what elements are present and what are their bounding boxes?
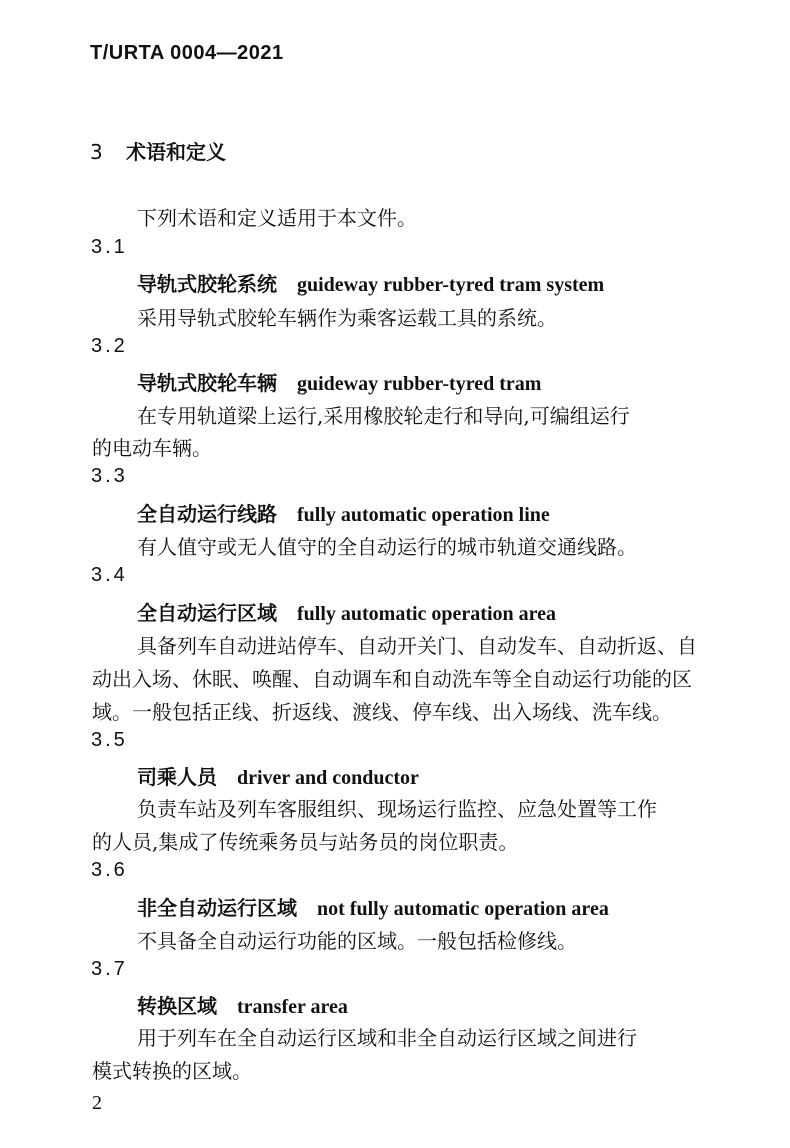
term-number: 3.7 <box>91 958 128 980</box>
term-zh: 全自动运行线路 <box>137 502 277 526</box>
page-number: 2 <box>92 1092 102 1114</box>
term-zh: 非全自动运行区域 <box>137 896 297 920</box>
term-en: guideway rubber-tyred tram <box>297 373 542 395</box>
term-zh: 全自动运行区域 <box>137 601 277 625</box>
term-zh: 导轨式胶轮车辆 <box>137 371 277 395</box>
definition-line: 负责车站及列车客服组织、现场运行监控、应急处置等工作 <box>137 797 657 821</box>
term-en: transfer area <box>237 996 348 1018</box>
section-title: 术语和定义 <box>126 140 226 164</box>
term-en: fully automatic operation line <box>297 504 550 526</box>
definition-line: 域。一般包括正线、折返线、渡线、停车线、出入场线、洗车线。 <box>92 700 672 724</box>
definition-line: 在专用轨道梁上运行,采用橡胶轮走行和导向,可编组运行 <box>137 404 630 428</box>
definition-line: 采用导轨式胶轮车辆作为乘客运载工具的系统。 <box>137 306 557 330</box>
term-heading <box>137 597 556 626</box>
intro-paragraph: 下列术语和定义适用于本文件。 <box>137 206 417 230</box>
term-heading <box>137 498 550 527</box>
term-en: fully automatic operation area <box>297 603 557 625</box>
document-code: T/URTA 0004—2021 <box>90 42 284 64</box>
definition-line: 不具备全自动运行功能的区域。一般包括检修线。 <box>137 929 577 953</box>
definition-line: 的电动车辆。 <box>92 436 212 460</box>
definition-line: 的人员,集成了传统乘务员与站务员的岗位职责。 <box>92 830 519 854</box>
term-zh: 司乘人员 <box>137 765 217 789</box>
term-number: 3.4 <box>91 564 128 586</box>
term-heading <box>137 892 609 921</box>
term-number: 3.2 <box>91 335 128 357</box>
term-heading <box>137 367 541 396</box>
term-number: 3.1 <box>91 236 128 258</box>
definition-line: 用于列车在全自动运行区域和非全自动运行区域之间进行 <box>137 1026 637 1050</box>
term-en: driver and conductor <box>237 767 419 789</box>
term-zh: 转换区域 <box>137 994 217 1018</box>
definition-line: 动出入场、休眠、唤醒、自动调车和自动洗车等全自动运行功能的区 <box>92 667 692 691</box>
term-number: 3.3 <box>91 465 128 487</box>
section-heading <box>90 136 226 165</box>
section-number: 3 <box>90 140 103 164</box>
term-en: guideway rubber-tyred tram system <box>297 274 605 296</box>
term-number: 3.5 <box>91 729 128 751</box>
definition-line: 有人值守或无人值守的全自动运行的城市轨道交通线路。 <box>137 535 637 559</box>
definition-line: 模式转换的区域。 <box>92 1059 252 1083</box>
term-heading <box>137 761 419 790</box>
term-zh: 导轨式胶轮系统 <box>137 272 277 296</box>
term-heading <box>137 990 348 1019</box>
term-number: 3.6 <box>91 859 128 881</box>
definition-line: 具备列车自动进站停车、自动开关门、自动发车、自动折返、自 <box>137 634 697 658</box>
term-en: not fully automatic operation area <box>317 898 609 920</box>
term-heading <box>137 268 604 297</box>
